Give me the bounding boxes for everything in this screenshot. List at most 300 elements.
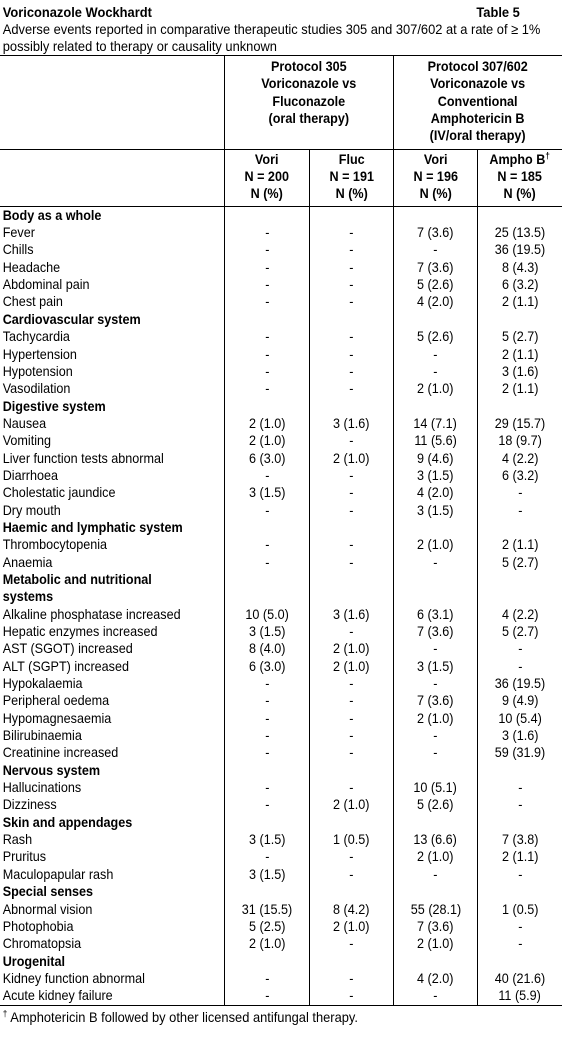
event-label: Bilirubinaemia (2, 727, 82, 744)
value-cell: 5 (2.7) (478, 623, 562, 640)
value-cell: - (309, 259, 393, 276)
value-cell: 3 (1.5) (393, 658, 477, 675)
value-cell: - (309, 432, 393, 449)
value-cell: 36 (19.5) (478, 241, 562, 258)
section-header-row (0, 953, 562, 970)
column-unit: N (%) (335, 185, 368, 202)
empty-cell (309, 883, 393, 900)
empty-cell (309, 762, 393, 779)
event-label: Abnormal vision (2, 900, 93, 917)
empty-cell (478, 519, 562, 536)
table-row (0, 224, 562, 241)
table-row (0, 484, 562, 501)
value-cell: 8 (4.3) (478, 259, 562, 276)
column-header (478, 149, 562, 206)
value-cell: 2 (1.0) (393, 848, 477, 865)
protocol-header-line: Fluconazole (272, 92, 346, 109)
empty-cell (309, 588, 393, 605)
section-header-row (0, 519, 562, 536)
event-label: Chest pain (2, 293, 63, 310)
value-cell: - (225, 744, 309, 761)
empty-cell (225, 398, 309, 415)
protocol-header-line: Protocol 307/602 (427, 58, 529, 74)
value-cell: - (225, 328, 309, 345)
value-cell: - (309, 467, 393, 484)
value-cell: 6 (3.2) (478, 276, 562, 293)
empty-cell (478, 206, 562, 224)
value-cell: 5 (2.6) (393, 328, 477, 345)
value-cell: - (393, 866, 477, 883)
event-label: Chromatopsia (2, 935, 82, 952)
value-cell: 8 (4.2) (309, 901, 393, 918)
value-cell: 1 (0.5) (478, 901, 562, 918)
value-cell: - (225, 259, 309, 276)
column-unit: N (%) (250, 185, 284, 202)
value-cell: 2 (1.0) (225, 935, 309, 952)
empty-cell (478, 762, 562, 779)
value-cell: 2 (1.0) (309, 658, 393, 675)
empty-cell (478, 883, 562, 900)
value-cell: 3 (1.6) (478, 727, 562, 744)
value-cell: 9 (4.9) (478, 692, 562, 709)
table-row (0, 918, 562, 935)
table-row (0, 450, 562, 467)
value-cell: - (225, 224, 309, 241)
table-row (0, 970, 562, 987)
table-row (0, 415, 562, 432)
value-cell: - (309, 346, 393, 363)
value-cell: 4 (2.2) (478, 606, 562, 623)
value-cell: - (309, 554, 393, 571)
value-cell: - (393, 987, 477, 1004)
empty-cell (309, 571, 393, 588)
empty-cell (309, 206, 393, 224)
value-cell: - (225, 241, 309, 258)
value-cell: 2 (1.0) (225, 432, 309, 449)
event-label: Vasodilation (2, 380, 71, 397)
empty-cell (478, 398, 562, 415)
empty-cell (309, 311, 393, 328)
value-cell: 7 (3.6) (393, 918, 477, 935)
event-label: Anaemia (2, 553, 53, 570)
section-header-row (0, 311, 562, 328)
table-row (0, 502, 562, 519)
value-cell: 3 (1.5) (225, 831, 309, 848)
value-cell: 4 (2.0) (393, 970, 477, 987)
table-row (0, 796, 562, 813)
value-cell: - (225, 727, 309, 744)
column-header (225, 149, 309, 206)
value-cell: 3 (1.6) (309, 606, 393, 623)
value-cell: 7 (3.6) (393, 224, 477, 241)
value-cell: 4 (2.0) (393, 484, 477, 501)
value-cell: 2 (1.0) (393, 536, 477, 553)
value-cell: - (225, 779, 309, 796)
empty-cell (225, 814, 309, 831)
section-header-row (0, 571, 562, 588)
event-label: Cholestatic jaundice (2, 484, 116, 501)
value-cell: - (309, 692, 393, 709)
event-label: AST (SGOT) increased (2, 640, 133, 657)
event-label: Hepatic enzymes increased (2, 623, 158, 639)
empty-cell (393, 571, 477, 588)
protocol-header-line: Conventional (438, 92, 518, 109)
value-cell: - (225, 848, 309, 865)
value-cell: - (309, 536, 393, 553)
value-cell: - (478, 779, 562, 796)
value-cell: 5 (2.6) (393, 796, 477, 813)
value-cell: 5 (2.6) (393, 276, 477, 293)
value-cell: 3 (1.6) (478, 363, 562, 380)
protocol-header-line: Amphotericin B (431, 110, 525, 127)
value-cell: - (225, 796, 309, 813)
protocol-header-line: (oral therapy) (268, 110, 350, 127)
table-row (0, 259, 562, 276)
table-row (0, 346, 562, 363)
value-cell: - (309, 675, 393, 692)
empty-cell (393, 883, 477, 900)
value-cell: - (309, 744, 393, 761)
table-row (0, 710, 562, 727)
value-cell: - (309, 293, 393, 310)
value-cell: 6 (3.2) (478, 467, 562, 484)
value-cell: - (309, 484, 393, 501)
value-cell: 3 (1.5) (225, 484, 309, 501)
value-cell: - (393, 554, 477, 571)
section-title: Special senses (2, 883, 94, 900)
value-cell: - (225, 987, 309, 1004)
empty-cell (309, 814, 393, 831)
value-cell: 55 (28.1) (393, 901, 477, 918)
value-cell: - (225, 293, 309, 310)
value-cell: 18 (9.7) (478, 432, 562, 449)
value-cell: 2 (1.0) (309, 450, 393, 467)
event-label: Pruritus (2, 848, 47, 865)
value-cell: 2 (1.0) (393, 380, 477, 397)
table-row (0, 779, 562, 796)
value-cell: - (309, 224, 393, 241)
event-label: Photophobia (2, 917, 74, 934)
value-cell: - (478, 935, 562, 952)
section-title: Skin and appendages (2, 813, 133, 830)
protocol-header-line: (IV/oral therapy) (429, 127, 526, 144)
section-title: Nervous system (2, 761, 101, 778)
empty-cell (478, 571, 562, 588)
event-label: Abdominal pain (2, 276, 90, 293)
empty-cell (225, 762, 309, 779)
value-cell: 2 (1.1) (478, 293, 562, 310)
value-cell: 7 (3.6) (393, 259, 477, 276)
protocol-header-line: Voriconazole vs (430, 75, 526, 92)
value-cell: - (309, 710, 393, 727)
table-caption: Adverse events reported in comparative therapeutic studies 305 and 307/602 at a rate of ≥ 1% possibly related to therapy or causality unknown (2, 21, 541, 54)
value-cell: - (393, 727, 477, 744)
section-header-row (0, 206, 562, 224)
value-cell: 10 (5.0) (225, 606, 309, 623)
value-cell: 3 (1.6) (309, 415, 393, 432)
drug-title: Voriconazole Wockhardt (2, 4, 152, 20)
value-cell: - (225, 970, 309, 987)
value-cell: - (309, 241, 393, 258)
value-cell: - (225, 675, 309, 692)
table-row (0, 554, 562, 571)
value-cell: - (393, 363, 477, 380)
adverse-events-table (0, 55, 562, 1005)
table-row (0, 623, 562, 640)
value-cell: 5 (2.7) (478, 328, 562, 345)
event-label: Hallucinations (2, 779, 82, 796)
event-label: Dry mouth (2, 501, 61, 518)
value-cell: 40 (21.6) (478, 970, 562, 987)
document-header (0, 0, 562, 21)
value-cell: - (309, 779, 393, 796)
empty-cell (393, 311, 477, 328)
table-row (0, 640, 562, 657)
table-row (0, 606, 562, 623)
value-cell: - (478, 658, 562, 675)
empty-cell (309, 519, 393, 536)
value-cell: - (309, 328, 393, 345)
value-cell: - (309, 935, 393, 952)
value-cell: - (478, 640, 562, 657)
value-cell: - (225, 467, 309, 484)
event-label: Creatinine increased (2, 744, 119, 761)
table-row (0, 380, 562, 397)
value-cell: 10 (5.4) (478, 710, 562, 727)
value-cell: - (393, 346, 477, 363)
value-cell: - (393, 640, 477, 657)
value-cell: 2 (1.0) (393, 935, 477, 952)
event-label: Hypomagnesaemia (2, 709, 112, 726)
value-cell: 13 (6.6) (393, 831, 477, 848)
value-cell: 2 (1.1) (478, 346, 562, 363)
event-label: Dizziness (2, 796, 57, 813)
value-cell: 9 (4.6) (393, 450, 477, 467)
table-row (0, 363, 562, 380)
value-cell: - (309, 380, 393, 397)
value-cell: - (478, 484, 562, 501)
empty-cell (393, 814, 477, 831)
value-cell: 1 (0.5) (309, 831, 393, 848)
value-cell: 8 (4.0) (225, 640, 309, 657)
event-label: Diarrhoea (2, 466, 59, 483)
table-row (0, 848, 562, 865)
column-header-row (0, 149, 562, 206)
value-cell: 31 (15.5) (225, 901, 309, 918)
empty-cell (309, 953, 393, 970)
section-title: Urogenital (2, 952, 66, 969)
value-cell: 10 (5.1) (393, 779, 477, 796)
footnote-text: Amphotericin B followed by other licensed antifungal therapy. (7, 1008, 358, 1025)
value-cell: 4 (2.2) (478, 450, 562, 467)
empty-column-header-cell (0, 149, 225, 206)
empty-cell (393, 953, 477, 970)
value-cell: 7 (3.8) (478, 831, 562, 848)
event-label: Peripheral oedema (2, 692, 110, 709)
column-count: N = 185 (497, 168, 543, 185)
value-cell: 2 (1.1) (478, 536, 562, 553)
table-row (0, 293, 562, 310)
section-title: systems (2, 588, 54, 605)
event-label: Alkaline phosphatase increased (2, 605, 181, 622)
event-label: Maculopapular rash (2, 865, 114, 882)
value-cell: 2 (1.0) (309, 918, 393, 935)
column-header (393, 149, 477, 206)
event-label: Fever (2, 224, 35, 241)
table-row (0, 432, 562, 449)
event-label: Hypertension (2, 345, 77, 362)
value-cell: 6 (3.0) (225, 450, 309, 467)
event-label: Hypokalaemia (2, 675, 83, 692)
footnote-mark: † (2, 1007, 8, 1018)
empty-cell (478, 814, 562, 831)
value-cell: - (225, 692, 309, 709)
table-row (0, 241, 562, 258)
value-cell: - (309, 866, 393, 883)
value-cell: 4 (2.0) (393, 293, 477, 310)
value-cell: - (225, 536, 309, 553)
value-cell: - (309, 970, 393, 987)
empty-cell (225, 588, 309, 605)
value-cell: - (225, 363, 309, 380)
value-cell: - (393, 241, 477, 258)
protocol-305-header (225, 56, 394, 150)
event-label: Headache (2, 258, 61, 275)
empty-header-cell (0, 56, 225, 150)
protocol-header-line: Protocol 305 (271, 58, 347, 74)
protocol-307-602-header (393, 56, 562, 150)
table-row (0, 675, 562, 692)
value-cell: 5 (2.5) (225, 918, 309, 935)
value-cell: 6 (3.1) (393, 606, 477, 623)
table-number: Table 5 (476, 4, 520, 20)
section-title: Cardiovascular system (2, 310, 141, 327)
empty-cell (225, 883, 309, 900)
value-cell: 29 (15.7) (478, 415, 562, 432)
column-count: N = 196 (413, 168, 458, 185)
value-cell: - (309, 727, 393, 744)
value-cell: 2 (1.0) (225, 415, 309, 432)
value-cell: - (225, 554, 309, 571)
section-header-row (0, 398, 562, 415)
empty-cell (225, 571, 309, 588)
event-label: Vomiting (2, 432, 52, 449)
value-cell: - (309, 363, 393, 380)
value-cell: 2 (1.0) (309, 640, 393, 657)
event-label: Kidney function abnormal (2, 969, 145, 986)
empty-cell (478, 588, 562, 605)
section-header-row (0, 883, 562, 900)
value-cell: 7 (3.6) (393, 623, 477, 640)
protocol-header-line: Voriconazole vs (261, 75, 357, 92)
empty-cell (478, 953, 562, 970)
table-row (0, 727, 562, 744)
table-row (0, 987, 562, 1004)
section-header-row (0, 588, 562, 605)
empty-cell (478, 311, 562, 328)
value-cell: 2 (1.1) (478, 380, 562, 397)
table-row (0, 901, 562, 918)
event-label: Chills (2, 241, 34, 258)
value-cell: - (478, 918, 562, 935)
value-cell: - (393, 744, 477, 761)
empty-cell (393, 519, 477, 536)
event-label: ALT (SGPT) increased (2, 657, 129, 674)
value-cell: - (478, 866, 562, 883)
value-cell: 6 (3.0) (225, 658, 309, 675)
section-title: Body as a whole (2, 206, 102, 223)
column-name: Ampho B (489, 150, 546, 167)
event-label: Liver function tests abnormal (2, 449, 164, 466)
column-name: Fluc (338, 150, 365, 167)
value-cell: 36 (19.5) (478, 675, 562, 692)
value-cell: 14 (7.1) (393, 415, 477, 432)
value-cell: 25 (13.5) (478, 224, 562, 241)
event-label: Tachycardia (2, 328, 70, 345)
empty-cell (225, 519, 309, 536)
column-unit: N (%) (503, 185, 537, 202)
value-cell: - (225, 346, 309, 363)
value-cell: - (309, 987, 393, 1004)
value-cell: - (225, 502, 309, 519)
table-row (0, 692, 562, 709)
value-cell: 59 (31.9) (478, 744, 562, 761)
table-row (0, 328, 562, 345)
section-title: Digestive system (2, 397, 106, 414)
empty-cell (309, 398, 393, 415)
table-row (0, 276, 562, 293)
value-cell: - (478, 796, 562, 813)
table-row (0, 831, 562, 848)
event-label: Nausea (2, 414, 47, 431)
value-cell: - (309, 502, 393, 519)
value-cell: - (225, 380, 309, 397)
value-cell: 2 (1.0) (309, 796, 393, 813)
column-header (309, 149, 393, 206)
section-title: Metabolic and nutritional (2, 570, 152, 587)
value-cell: 11 (5.6) (393, 432, 477, 449)
empty-cell (393, 398, 477, 415)
value-cell: - (393, 675, 477, 692)
value-cell: 3 (1.5) (225, 623, 309, 640)
column-count: N = 191 (328, 168, 374, 185)
event-label: Thrombocytopenia (2, 536, 108, 553)
value-cell: 11 (5.9) (478, 987, 562, 1004)
section-header-row (0, 814, 562, 831)
value-cell: 3 (1.5) (393, 467, 477, 484)
footnote-reference: † (545, 150, 551, 161)
empty-cell (225, 206, 309, 224)
footnote (0, 1005, 562, 1028)
value-cell: 3 (1.5) (393, 502, 477, 519)
value-cell: - (478, 502, 562, 519)
table-row (0, 866, 562, 883)
empty-cell (225, 953, 309, 970)
value-cell: - (309, 848, 393, 865)
empty-cell (393, 588, 477, 605)
empty-cell (225, 311, 309, 328)
value-cell: - (225, 710, 309, 727)
empty-cell (393, 206, 477, 224)
table-row (0, 658, 562, 675)
event-label: Rash (2, 831, 33, 848)
empty-cell (393, 762, 477, 779)
value-cell: 2 (1.1) (478, 848, 562, 865)
event-label: Hypotension (2, 362, 73, 379)
table-row (0, 536, 562, 553)
protocol-header-row (0, 56, 562, 150)
value-cell: 3 (1.5) (225, 866, 309, 883)
